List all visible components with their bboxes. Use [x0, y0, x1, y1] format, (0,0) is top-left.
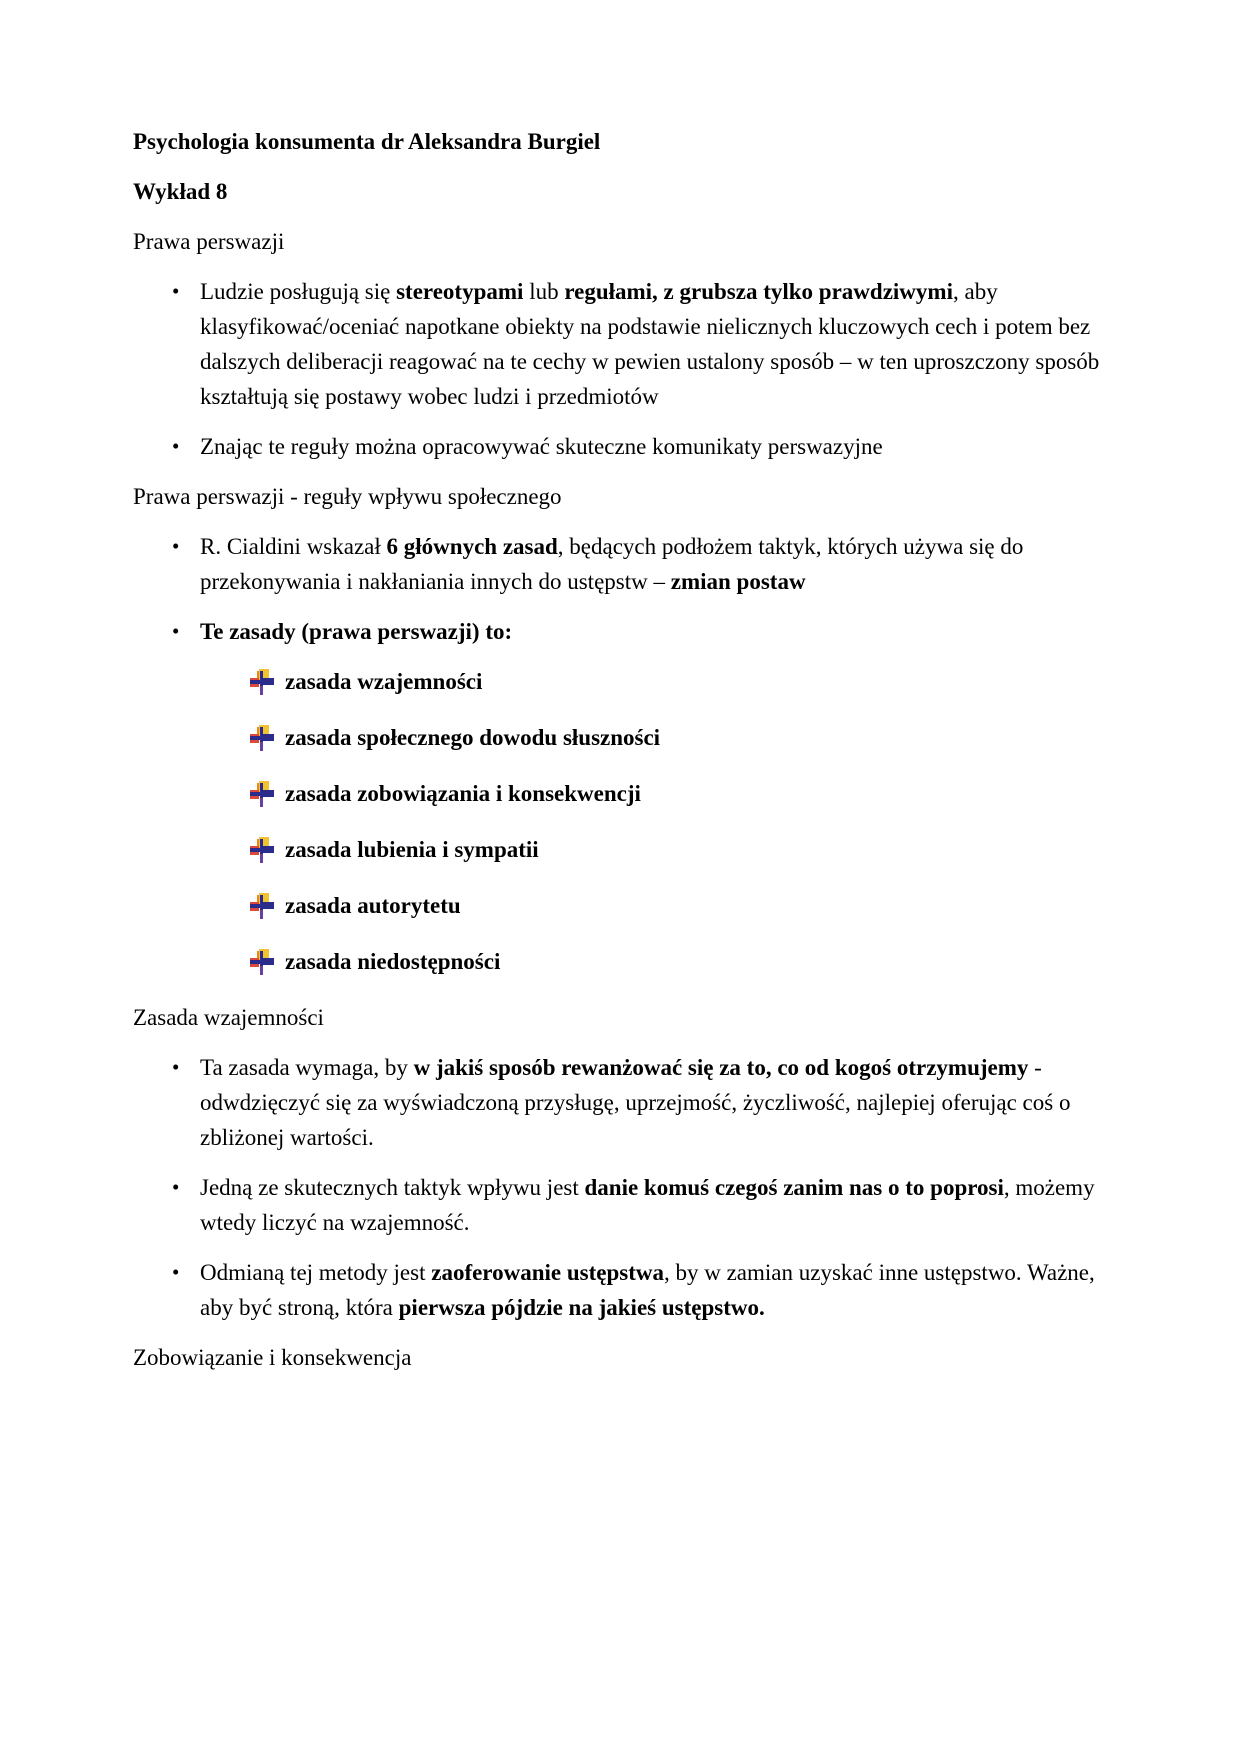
sub-list-item [133, 776, 1107, 811]
bullet-dot-icon: • [172, 434, 180, 458]
text-run: danie komuś czegoś zanim nas o to poprosi [584, 1175, 1004, 1200]
sub-list-item [133, 944, 1107, 979]
list-item-text [200, 1255, 1107, 1325]
list-item-text [285, 832, 539, 867]
plus-bullet-part-bar-v [260, 783, 263, 807]
list-item [133, 429, 1107, 464]
list-item [133, 274, 1107, 414]
section-heading: Prawa perswazji - reguły wpływu społecznego [133, 484, 562, 509]
list-item [133, 614, 1107, 649]
plus-bullet-part-bar-h-right [262, 958, 274, 965]
sub-list-item [133, 720, 1107, 755]
text-run: zasada zobowiązania i konsekwencji [285, 781, 641, 806]
text-run: , możemy wtedy liczyć na wzajemność. [200, 1175, 1095, 1235]
bullet-dot-icon: • [172, 619, 180, 643]
text-run: Odmianą tej metody jest [200, 1260, 432, 1285]
sub-list-item [133, 664, 1107, 699]
text-run: regułami, z grubsza tylko prawdziwymi [564, 279, 953, 304]
plus-bullet-part-bar-h-right [262, 902, 274, 909]
list-item-text [200, 429, 1107, 464]
plus-bullet-part-bar-h-right [262, 734, 274, 741]
plus-bullet-part-bar-v [260, 839, 263, 863]
sub-list-item [133, 832, 1107, 867]
text-run: zasada społecznego dowodu słuszności [285, 725, 661, 750]
plus-bullet-part-bar-v [260, 895, 263, 919]
colored-plus-bullet-icon [250, 669, 274, 695]
text-run: lub [523, 279, 565, 304]
text-run: zasada autorytetu [285, 893, 461, 918]
colored-plus-bullet-icon [250, 837, 274, 863]
lecture-heading: Wykład 8 [133, 179, 228, 204]
text-run: zasada lubienia i sympatii [285, 837, 539, 862]
text-run: zaoferowanie ustępstwa [431, 1260, 664, 1285]
sub-list-item [133, 888, 1107, 923]
list-item-text [200, 274, 1107, 414]
text-run: Ludzie posługują się [200, 279, 397, 304]
plus-bullet-part-bar-h-right [262, 678, 274, 685]
list-item-text [285, 776, 641, 811]
colored-plus-bullet-icon [250, 893, 274, 919]
bullet-dot-icon: • [172, 1260, 180, 1284]
list-item-text [285, 944, 500, 979]
text-run: stereotypami [396, 279, 524, 304]
text-run: Znając te reguły można opracowywać skuteczne komunikaty perswazyjne [200, 434, 883, 459]
section-heading: Zasada wzajemności [133, 1005, 324, 1030]
section-heading: Zobowiązanie i konsekwencja [133, 1345, 412, 1370]
section-heading: Prawa perswazji [133, 229, 285, 254]
bullet-dot-icon: • [172, 534, 180, 558]
bullet-dot-icon: • [172, 279, 180, 303]
plus-bullet-part-bar-h-right [262, 846, 274, 853]
list-item-text [200, 529, 1107, 599]
colored-plus-bullet-icon [250, 949, 274, 975]
bullet-dot-icon: • [172, 1175, 180, 1199]
list-item [133, 529, 1107, 599]
text-run: R. Cialdini wskazał [200, 534, 387, 559]
plus-bullet-part-bar-v [260, 951, 263, 975]
text-run: Ta zasada wymaga, by [200, 1055, 414, 1080]
list-item [133, 1170, 1107, 1240]
list-item [133, 1050, 1107, 1155]
text-run: 6 głównych zasad [386, 534, 558, 559]
colored-plus-bullet-icon [250, 725, 274, 751]
colored-plus-bullet-icon [250, 781, 274, 807]
document-title: Psychologia konsumenta dr Aleksandra Burgiel [133, 129, 601, 154]
text-run: w jakiś sposób rewanżować się za to, co od kogoś otrzymujemy [413, 1055, 1029, 1080]
list-item-text [200, 614, 1107, 649]
text-run: zmian postaw [670, 569, 806, 594]
text-run: , by w zamian uzyskać inne ustępstwo. Ważne, aby być stroną, która [200, 1260, 1095, 1320]
text-run: Te zasady (prawa perswazji) to: [200, 619, 513, 644]
bullet-dot-icon: • [172, 1055, 180, 1079]
plus-bullet-part-bar-v [260, 727, 263, 751]
text-run: pierwsza pójdzie na jakieś ustępstwo. [398, 1295, 765, 1320]
list-item-text [200, 1050, 1107, 1155]
list-item-text [285, 720, 660, 755]
text-run: zasada niedostępności [285, 949, 501, 974]
document-body [133, 224, 1107, 1375]
list-item-text [285, 888, 461, 923]
list-item-text [285, 664, 482, 699]
text-run: - odwdzięczyć się za wyświadczoną przysługę, uprzejmość, życzliwość, najlepiej oferując coś o zbliżonej wartości. [200, 1055, 1071, 1150]
list-item [133, 1255, 1107, 1325]
text-run: , będących podłożem taktyk, których używa się do przekonywania i nakłaniania innych do ustępstw – [200, 534, 1024, 594]
text-run: , aby klasyfikować/oceniać napotkane obiekty na podstawie nielicznych kluczowych cech i potem bez dalszych deliberacji reagować na te cechy w pewien ustalony sposób – w ten uproszczony sposób kształtują się postawy wobec ludzi i przedmiotów [200, 279, 1100, 409]
text-run: zasada wzajemności [285, 669, 483, 694]
plus-bullet-part-bar-h-right [262, 790, 274, 797]
plus-bullet-part-bar-v [260, 671, 263, 695]
list-item-text [200, 1170, 1107, 1240]
text-run: Jedną ze skutecznych taktyk wpływu jest [200, 1175, 585, 1200]
